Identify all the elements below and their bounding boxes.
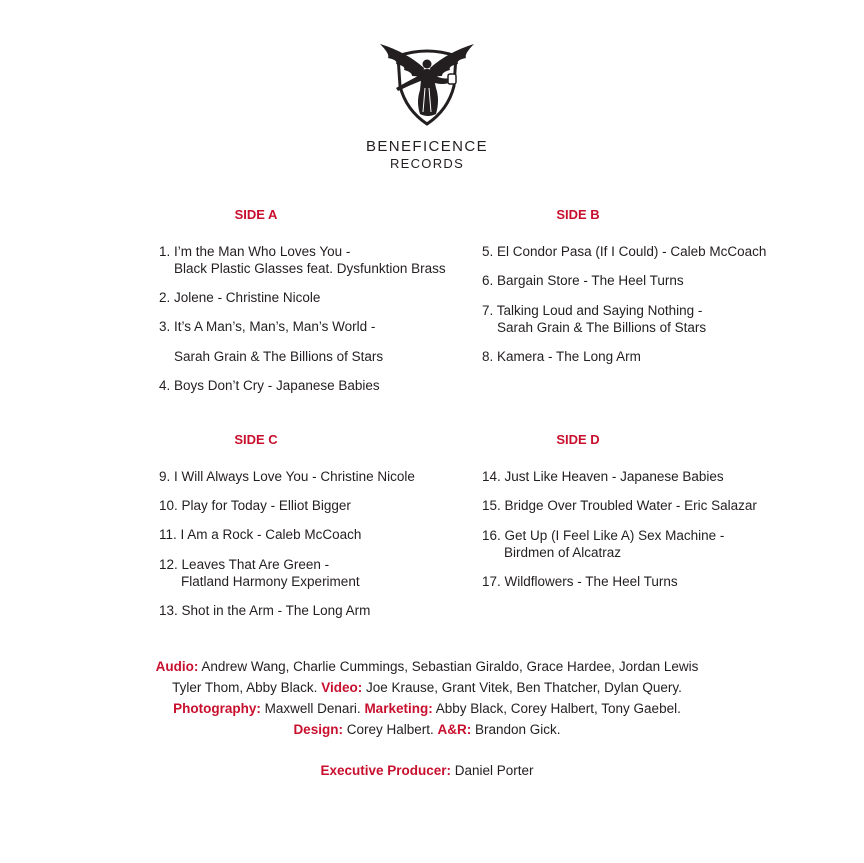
track-number: 5.: [482, 244, 494, 259]
credits-line-audio: [120, 656, 734, 677]
track-10: [159, 497, 351, 514]
credits-line-video: [120, 677, 734, 698]
track-7: [482, 302, 706, 336]
audio-names: Andrew Wang, Charlie Cummings, Sebastian Giraldo, Grace Hardee, Jordan Lewis: [198, 659, 699, 674]
brand-name: BENEFICENCE: [365, 138, 489, 155]
credits-block: [120, 656, 734, 740]
executive-producer-name: Daniel Porter: [451, 763, 534, 778]
track-15: [482, 497, 757, 514]
track-artist: Sarah Grain & The Billions of Stars: [174, 349, 384, 364]
track-title: I’m the Man Who Loves You -: [174, 244, 351, 259]
track-number: 11.: [159, 527, 177, 542]
track-number: 6.: [482, 273, 494, 288]
track-number: 9.: [159, 469, 171, 484]
track-title: Bridge Over Troubled Water - Eric Salazar: [504, 498, 757, 513]
track-number: 15.: [482, 498, 501, 513]
track-1: [159, 243, 446, 277]
marketing-names: Abby Black, Corey Halbert, Tony Gaebel.: [432, 701, 681, 716]
track-artist: Flatland Harmony Experiment: [181, 574, 360, 589]
track-5: [482, 243, 766, 260]
winged-angel-shield-logo: [376, 42, 478, 126]
track-title: Wildflowers - The Heel Turns: [504, 574, 678, 589]
credits-line-design: [120, 719, 734, 740]
executive-producer-label: Executive Producer:: [320, 763, 451, 778]
track-title: Leaves That Are Green -: [181, 557, 330, 572]
track-artist: Birdmen of Alcatraz: [504, 545, 622, 560]
design-names: Corey Halbert.: [342, 722, 438, 737]
track-number: 7.: [482, 303, 494, 318]
track-title: Just Like Heaven - Japanese Babies: [504, 469, 724, 484]
track-title: I Will Always Love You - Christine Nicole: [174, 469, 415, 484]
design-label: Design:: [293, 722, 343, 737]
video-label: Video:: [321, 680, 363, 695]
track-number: 3.: [159, 319, 171, 334]
track-11: [159, 526, 361, 543]
track-artist: Black Plastic Glasses feat. Dysfunktion Brass: [174, 261, 446, 276]
photography-label: Photography:: [173, 701, 261, 716]
track-2: [159, 289, 320, 306]
ar-label: A&R:: [437, 722, 472, 737]
track-title: Talking Loud and Saying Nothing -: [496, 303, 703, 318]
ar-names: Brandon Gick.: [471, 722, 561, 737]
track-title: Jolene - Christine Nicole: [174, 290, 321, 305]
track-9: [159, 468, 415, 485]
executive-producer-line: [120, 763, 734, 778]
track-3: [159, 318, 375, 335]
audio-label: Audio:: [155, 659, 199, 674]
track-6: [482, 272, 684, 289]
track-number: 17.: [482, 574, 501, 589]
track-12: [159, 556, 360, 590]
track-title: Play for Today - Elliot Bigger: [181, 498, 351, 513]
track-title: Boys Don’t Cry - Japanese Babies: [174, 378, 380, 393]
video-names: Joe Krause, Grant Vitek, Ben Thatcher, Dylan Query.: [362, 680, 682, 695]
track-artist: Sarah Grain & The Billions of Stars: [497, 320, 707, 335]
track-16: [482, 527, 724, 561]
brand-subtitle: RECORDS: [389, 156, 465, 171]
side-a-heading: SIDE A: [234, 207, 278, 222]
side-c-heading: SIDE C: [234, 432, 278, 447]
track-title: El Condor Pasa (If I Could) - Caleb McCoach: [497, 244, 767, 259]
track-number: 1.: [159, 244, 171, 259]
track-number: 2.: [159, 290, 171, 305]
track-4: [159, 377, 380, 394]
track-title: I Am a Rock - Caleb McCoach: [180, 527, 362, 542]
track-number: 13.: [159, 603, 178, 618]
track-14: [482, 468, 724, 485]
track-title: Bargain Store - The Heel Turns: [497, 273, 684, 288]
audio-names-continued: Tyler Thom, Abby Black.: [172, 680, 322, 695]
track-title: It’s A Man’s, Man’s, Man’s World -: [174, 319, 376, 334]
side-b-heading: SIDE B: [556, 207, 600, 222]
track-17: [482, 573, 678, 590]
track-title: Get Up (I Feel Like A) Sex Machine -: [504, 528, 725, 543]
track-number: 10.: [159, 498, 178, 513]
track-number: 4.: [159, 378, 171, 393]
track-title: Shot in the Arm - The Long Arm: [181, 603, 371, 618]
side-d-heading: SIDE D: [556, 432, 600, 447]
track-number: 16.: [482, 528, 501, 543]
track-13: [159, 602, 370, 619]
photography-names: Maxwell Denari.: [260, 701, 365, 716]
marketing-label: Marketing:: [364, 701, 433, 716]
track-3-artist: [174, 348, 383, 365]
track-number: 8.: [482, 349, 494, 364]
track-number: 14.: [482, 469, 501, 484]
track-title: Kamera - The Long Arm: [497, 349, 641, 364]
credits-line-photography: [120, 698, 734, 719]
track-number: 12.: [159, 557, 178, 572]
track-8: [482, 348, 641, 365]
